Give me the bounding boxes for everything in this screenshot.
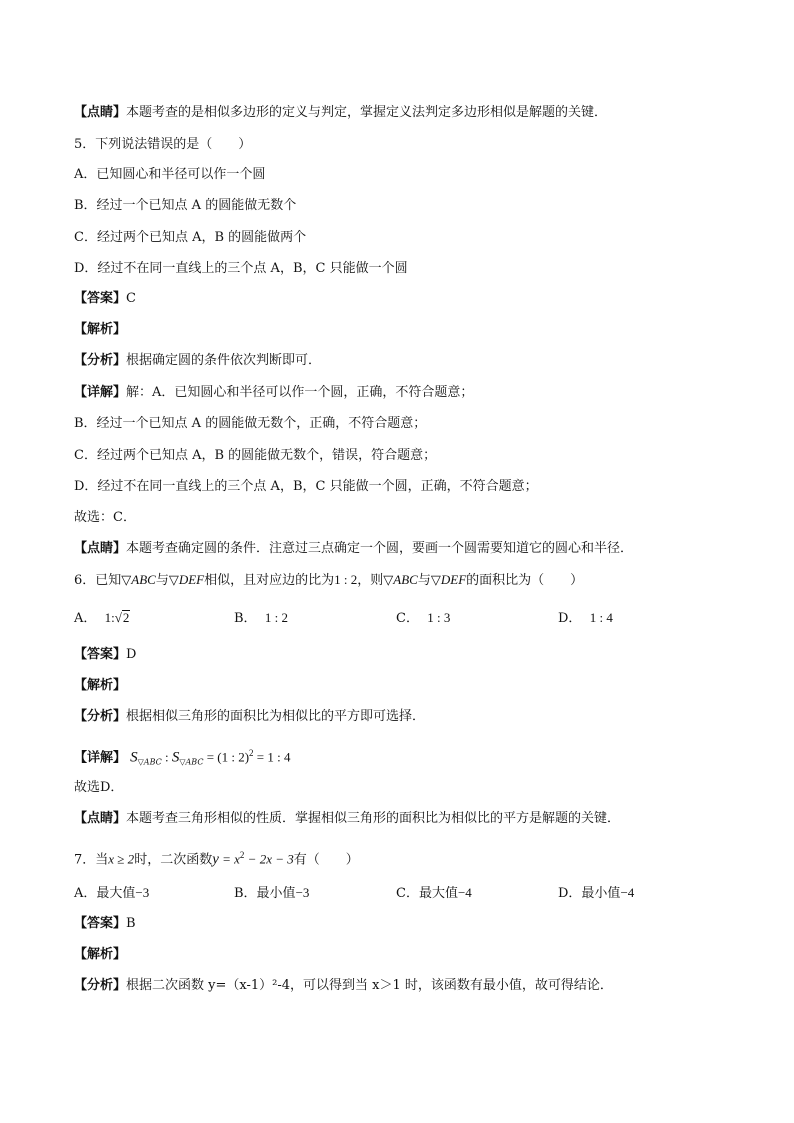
- analysis-tag: 【解析】: [74, 322, 127, 337]
- colon: :: [161, 749, 172, 765]
- q5-option-d: D．经过不在同一直线上的三个点 A，B，C 只能做一个圆: [74, 261, 408, 276]
- q7-option-b: [234, 884, 309, 903]
- fenxi-tag: 【分析】: [74, 353, 127, 368]
- fenxi-text: 根据相似三角形的面积比为相似比的平方即可选择．: [126, 709, 426, 724]
- q6-choice: 故选D．: [74, 780, 124, 795]
- fenxi-tag: 【分析】: [74, 978, 127, 993]
- fenxi-text: 根据确定圆的条件依次判断即可．: [126, 353, 322, 368]
- option-value: −4: [620, 885, 635, 900]
- q5-fenxi: [74, 352, 321, 370]
- option-value: −3: [295, 885, 310, 900]
- dianjing-tag: 【点睛】: [74, 105, 127, 120]
- detail-text: 解：A．已知圆心和半径可以作一个圆，正确，不符合题意；: [126, 385, 474, 400]
- triangle-def: ▽DEF: [430, 572, 467, 587]
- option-label: B．最小值: [234, 886, 296, 901]
- detail-tag: 【详解】: [74, 750, 127, 766]
- condition: x ≥ 2: [108, 851, 135, 867]
- q7-option-c: [396, 884, 472, 903]
- equation-part: = (1 : 2): [203, 749, 250, 765]
- fenxi-text: 根据二次函数 y=（x-1）²-4，可以得到当 x＞1 时，该函数有最小值，故可得结论．: [126, 978, 613, 993]
- q5-choice: 故选：C．: [74, 510, 136, 525]
- q7-stem-suffix: 有（ ）: [293, 852, 359, 868]
- exponent: 2: [239, 850, 245, 860]
- q6-stem-mid1: 与: [155, 573, 169, 588]
- q6-analysis-tag: [74, 677, 126, 695]
- answer-tag: 【答案】: [74, 291, 127, 306]
- option-value: −3: [135, 885, 150, 900]
- option-label: A．: [74, 611, 97, 626]
- option-value: −4: [457, 885, 472, 900]
- triangle-abc: ▽ABC: [383, 572, 418, 587]
- option-value: 1 : 3: [427, 610, 451, 625]
- q7-stem: [74, 846, 359, 869]
- q6-stem-prefix: 6．已知: [74, 573, 122, 588]
- q5-analysis-tag: [74, 321, 126, 339]
- detail-tag: 【详解】: [74, 385, 127, 400]
- q5-answer: [74, 290, 136, 308]
- q6-stem: [74, 571, 583, 590]
- q6-option-c: [396, 609, 450, 628]
- fenxi-tag: 【分析】: [74, 709, 127, 724]
- triangle-abc: ▽ABC: [121, 572, 156, 587]
- q5-stem: 5．下列说法错误的是（ ）: [74, 137, 252, 152]
- option-label: C．最大值: [396, 886, 458, 901]
- q5-detail-line-4: D．经过不在同一直线上的三个点 A，B，C 只能做一个圆，正确，不符合题意；: [74, 479, 538, 494]
- dianjing-text: 本题考查三角形相似的性质．掌握相似三角形的面积比为相似比的平方是解题的关键．: [126, 811, 621, 826]
- q6-fenxi: [74, 708, 425, 726]
- analysis-tag: 【解析】: [74, 947, 127, 962]
- answer-value: B: [126, 916, 136, 931]
- dianjing-text: 本题考查的是相似多边形的定义与判定，掌握定义法判定多边形相似是解题的关键．: [126, 105, 608, 120]
- q7-option-d: [558, 884, 634, 903]
- area-subscript: ▽ABC: [179, 757, 204, 767]
- q5-detail-line-2: B．经过一个已知点 A 的圆能做无数个，正确，不符合题意；: [74, 416, 427, 431]
- answer-tag: 【答案】: [74, 647, 127, 662]
- sqrt-radicand: 2: [122, 610, 130, 625]
- q6-answer: [74, 646, 136, 664]
- option-value: 1 : 2: [264, 610, 288, 625]
- q5-option-a: A．已知圆心和半径可以作一个圆: [74, 167, 266, 182]
- answer-tag: 【答案】: [74, 916, 127, 931]
- sqrt-sign: √: [114, 610, 122, 625]
- answer-value: C: [126, 291, 136, 306]
- q7-answer: [74, 915, 136, 933]
- q5-dianjing: [74, 540, 633, 558]
- answer-value: D: [126, 647, 137, 662]
- function-rest: − 2x − 3: [244, 851, 294, 867]
- q6-option-b: [234, 609, 288, 628]
- q5-detail-line-1: [74, 384, 473, 402]
- equation-result: = 1 : 4: [253, 749, 291, 765]
- q6-stem-mid3: ，则: [357, 573, 384, 588]
- q7-stem-mid: 时，二次函数: [134, 852, 213, 868]
- q6-stem-suffix: 的面积比为（ ）: [466, 573, 584, 588]
- q7-option-a: [74, 884, 149, 903]
- q6-stem-mid4: 与: [417, 573, 431, 588]
- option-label: A．最大值: [74, 886, 136, 901]
- q4-dianjing: [74, 104, 607, 122]
- dianjing-tag: 【点睛】: [74, 541, 127, 556]
- q7-fenxi: [74, 977, 613, 995]
- area-subscript: ▽ABC: [137, 757, 162, 767]
- q5-option-b: B．经过一个已知点 A 的圆能做无数个: [74, 198, 297, 213]
- exponent: 2: [249, 748, 254, 758]
- q6-option-d: [558, 609, 613, 628]
- option-label: C．: [396, 611, 419, 626]
- function-y: y: [212, 851, 219, 868]
- q6-dianjing: [74, 810, 620, 828]
- option-a-prefix: 1:: [104, 610, 115, 625]
- q5-option-c: C．经过两个已知点 A，B 的圆能做两个: [74, 230, 307, 245]
- analysis-tag: 【解析】: [74, 678, 127, 693]
- q6-detail: [74, 744, 291, 771]
- option-value: 1 : 4: [589, 610, 613, 625]
- q6-stem-mid2: 相似，且对应边的比为: [204, 573, 335, 588]
- q7-analysis-tag: [74, 946, 126, 964]
- dianjing-tag: 【点睛】: [74, 811, 127, 826]
- area-symbol: S: [130, 749, 138, 766]
- dianjing-text: 本题考查确定圆的条件．注意过三点确定一个圆，要画一个圆需要知道它的圆心和半径．: [126, 541, 634, 556]
- option-label: B．: [234, 611, 257, 626]
- triangle-def: ▽DEF: [168, 572, 205, 587]
- side-ratio: 1 : 2: [334, 572, 358, 587]
- function-eq: = x: [218, 851, 240, 867]
- area-symbol: S: [171, 749, 180, 766]
- q5-detail-line-3: C．经过两个已知点 A，B 的圆能做无数个，错误，符合题意；: [74, 448, 437, 463]
- option-label: D．最小值: [558, 886, 621, 901]
- q7-stem-prefix: 7．当: [74, 852, 109, 868]
- q6-option-a: [74, 609, 130, 628]
- option-label: D．: [558, 611, 582, 626]
